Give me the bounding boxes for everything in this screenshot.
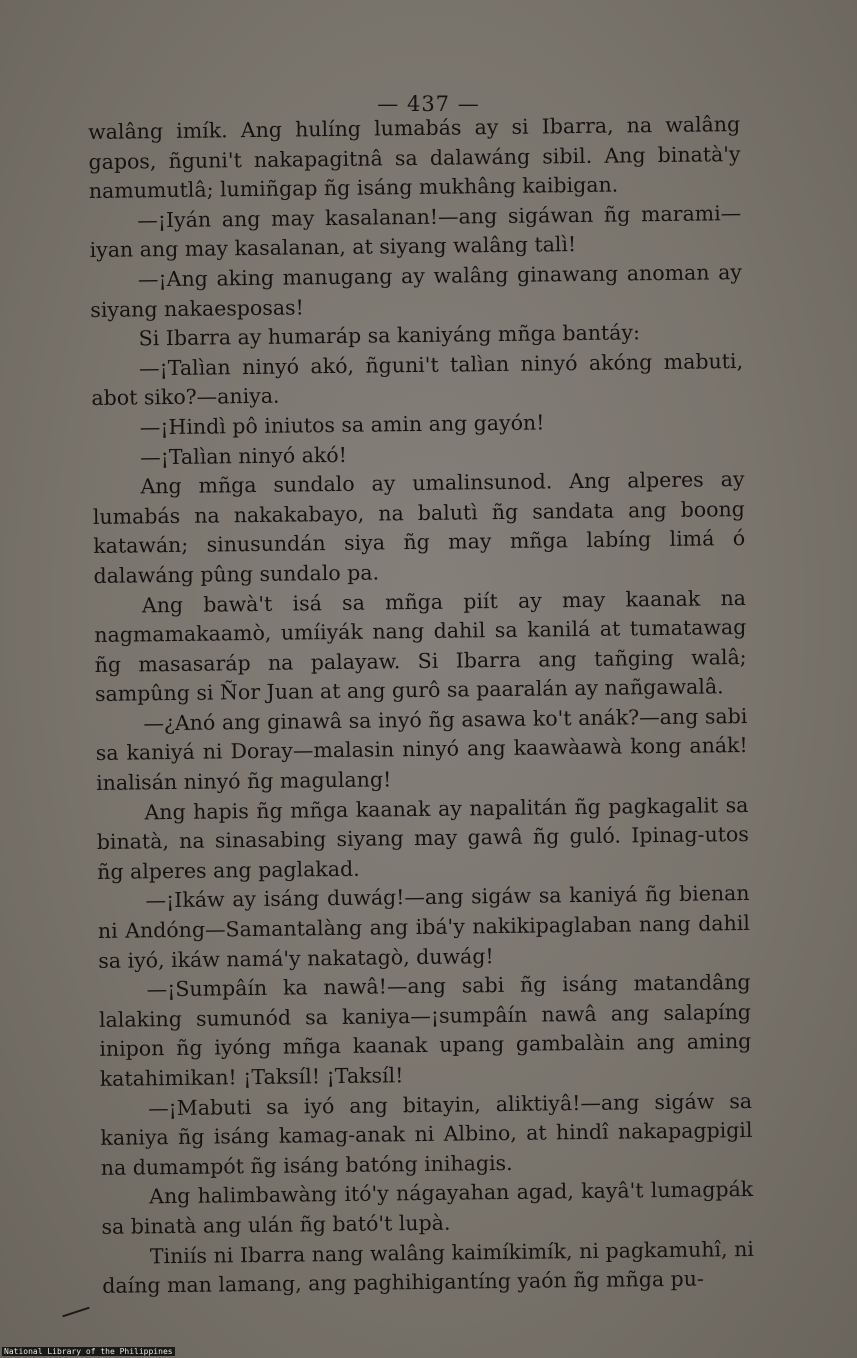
paragraph: —¡Talìan ninyó akó! [139,442,348,469]
body-text [88,110,754,1302]
paragraph: walâng imík. Ang hulíng lumabás ay si Ibarra, na walâng gapos, ñguni't nakapagitnâ sa dalawáng sibil. Ang binatà'y namumutlâ; lumiñgap ñg isáng mukhâng kaibigan. [88,112,741,204]
paragraph: —¡Talìan ninyó akó, ñguni't talìan ninyó akóng mabuti, abot siko?—aniya. [91,348,744,411]
paragraph: —¡Hindì pô iniutos sa amin ang gayón! [139,410,545,440]
paragraph: Ang halimbawàng itó'y nágayahan agad, kayâ't lumagpák sa binatà ang ulán ñg bató't lupà. [101,1177,754,1239]
pencil-mark [62,1307,89,1318]
paragraph: —¿Anó ang ginawâ sa inyó ñg asawa ko't anák?—ang sabi sa kaniyá ni Doray—malasin ninyó ang kaawàawà kong anák! inalisán ninyó ñg magulang! [95,703,748,796]
paragraph: —¡Ang aking manugang ay walâng ginawang anoman ay siyang nakaesposas! [90,259,743,322]
paragraph: Ang mñga sundalo ay umalinsunod. Ang alperes ay lumabás na nakakabayo, na balutì ñg sandata ang boong katawán; sinusundán siya ñg may mñga labíng limá ó dalawáng pûng sundalo pa. [92,467,746,588]
paragraph: Tiniís ni Ibarra nang walâng kaimíkimík, ni pagkamuhî, ni daíng man lamang, ang paghihigantíng yaón ñg mñga pu- [102,1236,755,1299]
paragraph: Ang hapis ñg mñga kaanak ay napalitán ñg pagkagalit sa binatà, na sinasabing siyang may gawâ ñg guló. Ipinag-utos ñg alperes ang paglakad. [96,792,749,884]
page-number: — 437 — [377,92,480,116]
paragraph: Ang bawà't isá sa mñga piít ay may kaanak na nagmamakaamò, umíiyák nang dahil sa kanilá at tumatawag ñg masasaráp na palayaw. Si Ibarra ang tañging walâ; sampûng si Ñor Juan at ang gurô sa paaralán ay nañgawalâ. [94,585,747,707]
library-credit: National Library of the Philippines [4,1347,173,1356]
paragraph: —¡Sumpâín ka nawâ!—ang sabi ñg isáng matandâng lalaking sumunód sa kaniya—¡sumpâín nawâ ang salapíng inipon ñg iyóng mñga kaanak upang gambalàin ang aming katahimikan! ¡Taksíl! ¡Taksíl! [98,970,752,1091]
paragraph: —¡Ikáw ay isáng duwág!—ang sigáw sa kaniyá ñg bienan ni Andóng—Samantalàng ang ibá'y nakikipaglaban nang dahil sa iyó, ikáw namá'y nakatagò, duwág! [97,881,751,973]
paragraph: Si Ibarra ay humaráp sa kaniyáng mñga bantáy: [138,320,641,351]
paragraph: —¡Mabuti sa iyó ang bitayin, aliktiyâ!—ang sigáw sa kaniya ñg isáng kamag-anak ni Albino, at hindî nakapagpigil na dumampót ñg isáng batóng inihagis. [100,1088,753,1180]
paragraph: —¡Iyán ang may kasalanan!—ang sigáwan ñg marami—iyan ang may kasalanan, at siyang walâng talì! [89,200,742,263]
